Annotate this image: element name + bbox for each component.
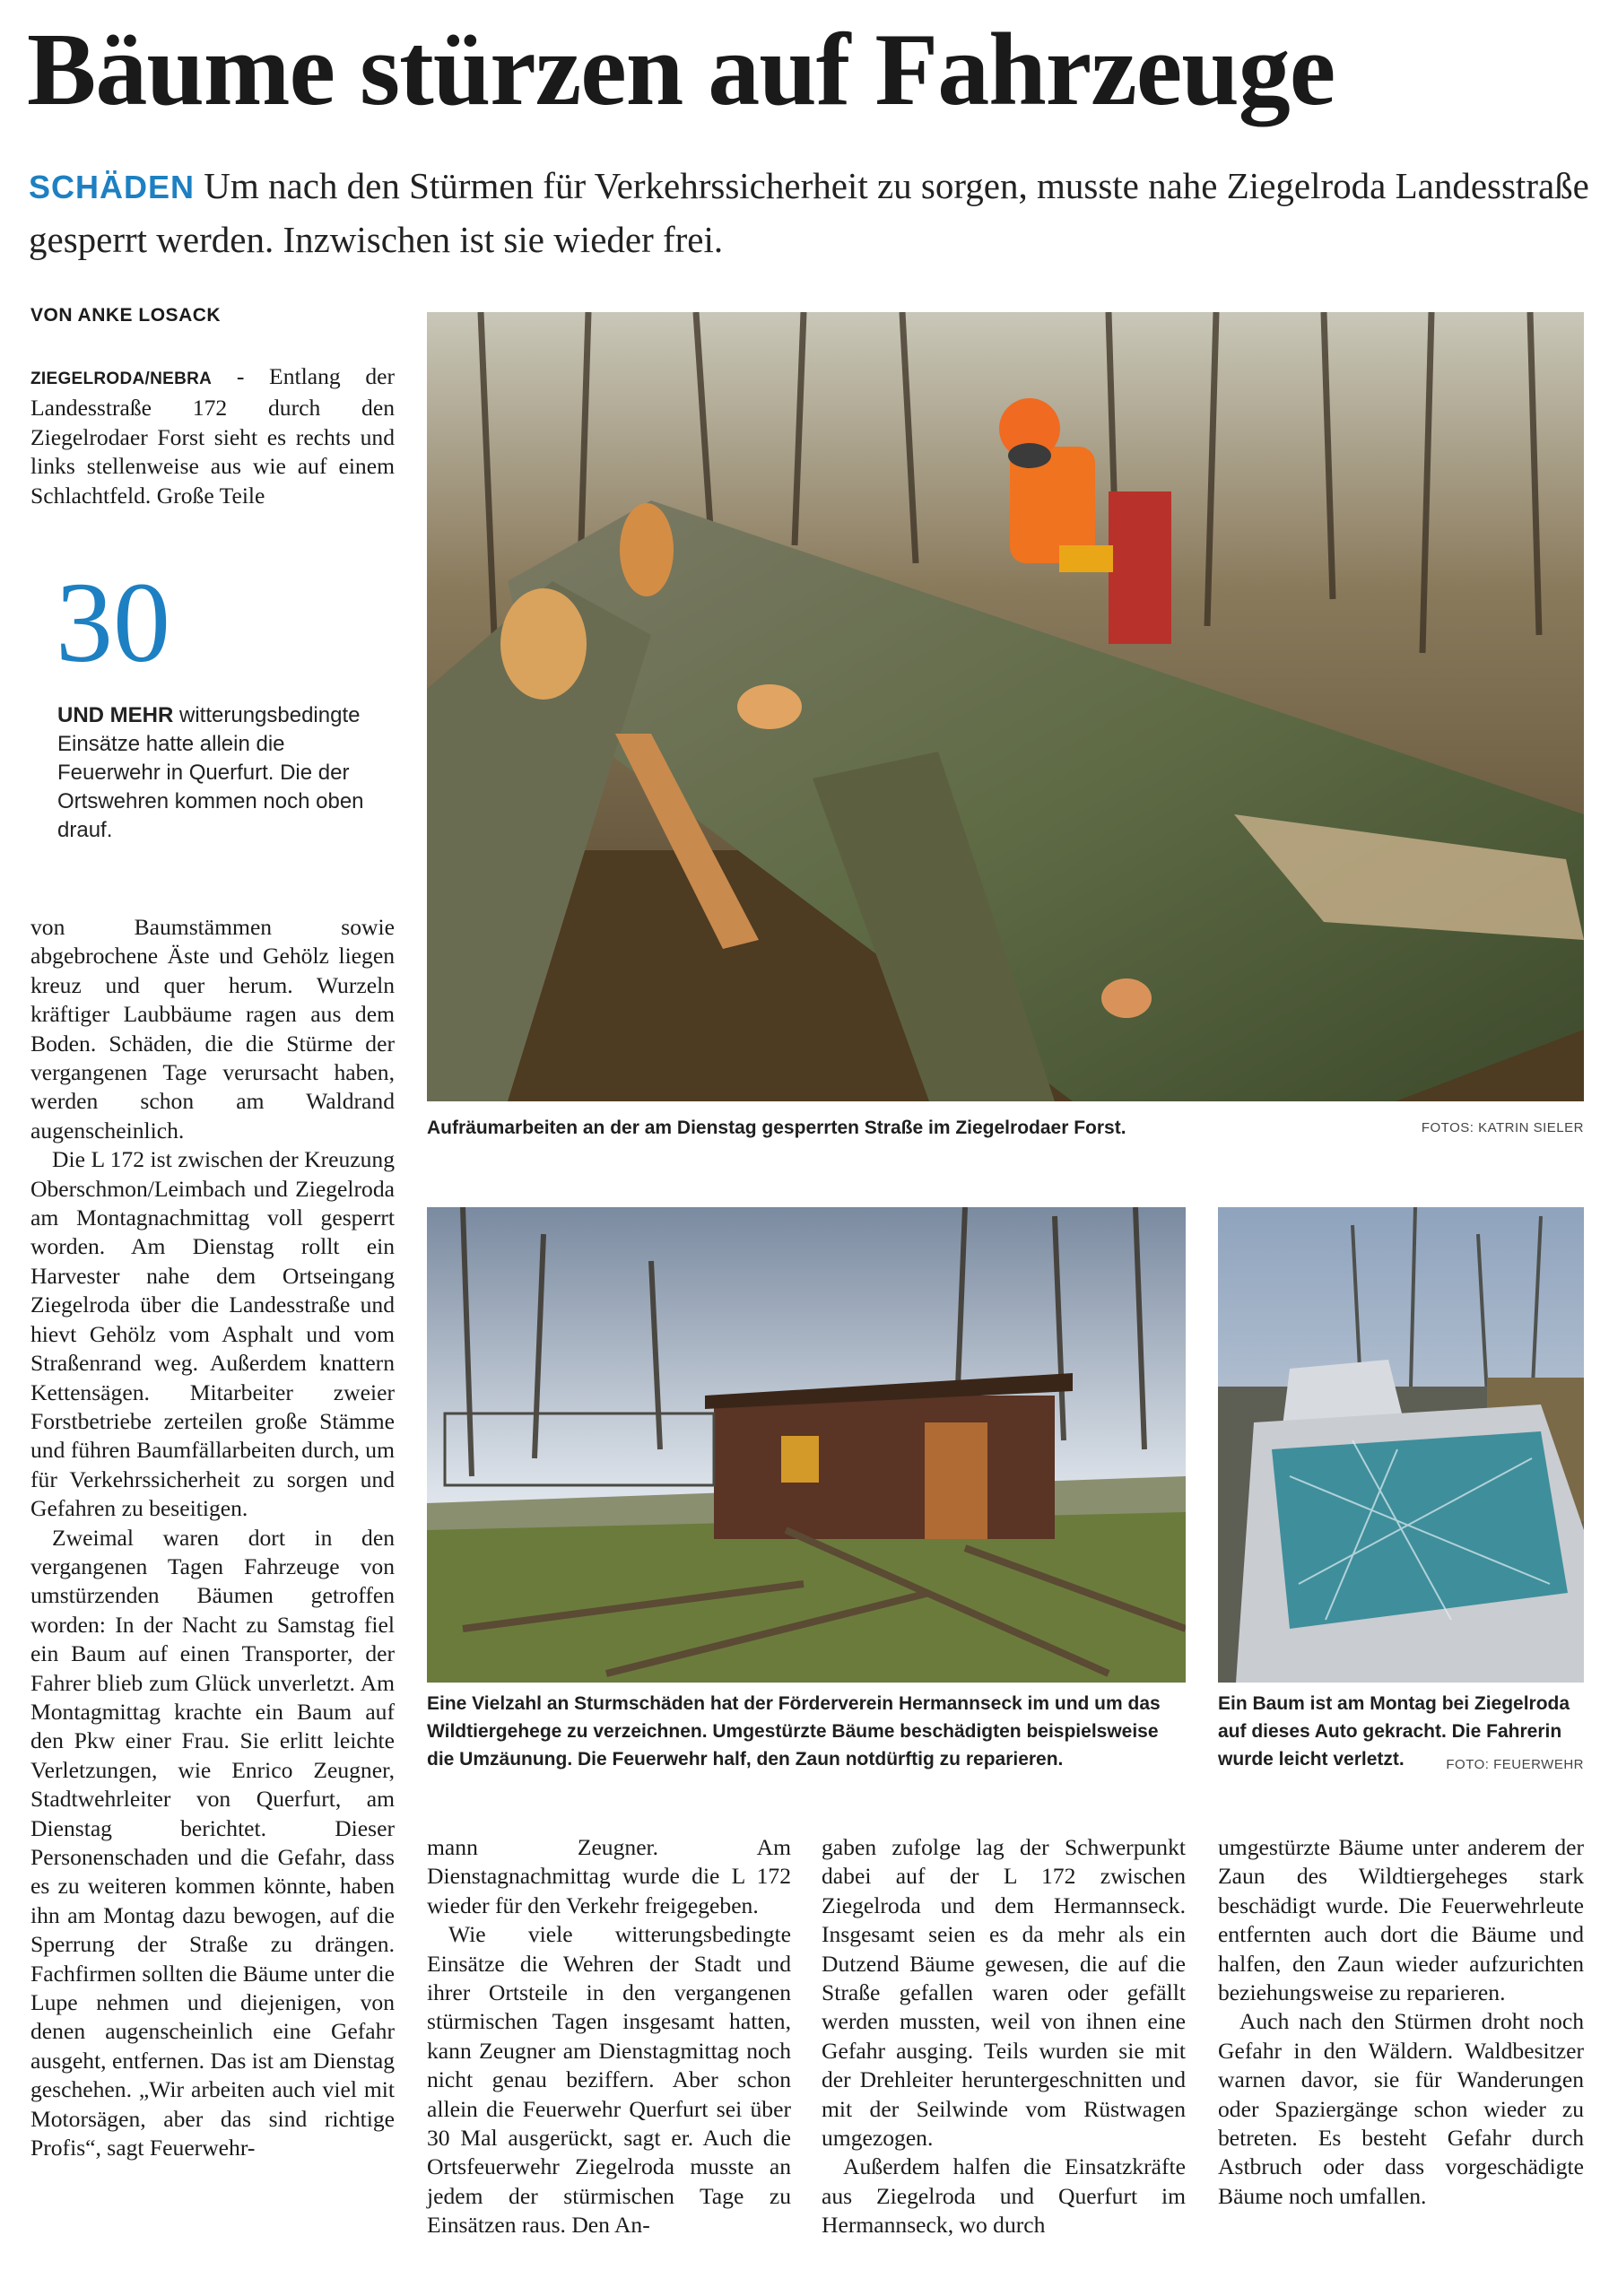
standfirst-text: Um nach den Stürmen für Verkehrssicherheit zu sorgen, musste nahe Ziegelroda Landesstraße gesperrt werden. Inzwischen ist sie wieder frei.: [29, 165, 1589, 260]
car-photo-caption: [1218, 1690, 1584, 1779]
article-column-4: [1218, 1833, 1584, 2211]
article-column-2: [427, 1833, 791, 2240]
factbox-number: 30: [56, 559, 170, 686]
paragraph: Außerdem halfen die Einsatzkräfte aus Ziegelroda und Querfurt im Hermannseck, wo durch: [822, 2153, 1186, 2239]
main-photo-credit: FOTOS: KATRIN SIELER: [1421, 1120, 1584, 1135]
paragraph: gaben zufolge lag der Schwerpunkt dabei auf der L 172 zwischen Ziegelroda und dem Hermannseck. Insgesamt seien es da mehr als ein Dutzend Bäume gewesen, die auf die Straße gefallen waren oder gefällt werden mussten, weil von ihnen eine Gefahr ausging. Teils wurden sie mit der Drehleiter heruntergeschnitten und mit der Seilwinde vom Rüstwagen umgezogen.: [822, 1834, 1186, 2152]
paragraph: Wie viele witterungsbedingte Einsätze die Wehren der Stadt und ihrer Ortsteile in den vergangenen stürmischen Tagen insgesamt hatten, kann Zeugner am Dienstagmittag noch nicht genau beziffern. Aber schon allein die Feuerwehr Querfurt sei über 30 Mal ausgerückt, sagt er. Auch die Ortsfeuerwehr Ziegelroda musste an jedem der stürmischen Tage zu Einsätzen raus. Den An-: [427, 1921, 791, 2239]
headline: Bäume stürzen auf Fahrzeuge: [27, 13, 1335, 127]
factbox-text: [57, 701, 380, 845]
dateline: ZIEGELRODA/NEBRA: [30, 370, 213, 388]
article-column-1: [30, 913, 395, 2162]
kicker: SCHÄDEN: [29, 169, 196, 205]
main-photo-caption: Aufräumarbeiten an der am Dienstag gesperrten Straße im Ziegelrodaer Forst.: [427, 1118, 1126, 1138]
paragraph: von Baumstämmen sowie abgebrochene Äste und Gehölz liegen kreuz und quer herum. Wurzeln kräftiger Laubbäume ragen aus dem Boden. Schäden, die die Stürme der vergangenen Tage verursacht haben, werden schon am Waldrand augenscheinlich.: [30, 914, 395, 1144]
photo-damaged-car: [1218, 1207, 1584, 1683]
byline: VON ANKE LOSACK: [30, 305, 222, 326]
standfirst: [29, 160, 1589, 265]
lead-paragraph: - Entlang der Landesstraße 172 durch den Ziegelrodaer Forst sieht es rechts und links stellenweise aus wie auf einem Schlachtfeld. Große Teile: [30, 363, 396, 509]
factbox-lead: UND MEHR: [57, 703, 174, 727]
paragraph: mann Zeugner. Am Dienstagnachmittag wurde die L 172 wieder für den Verkehr freigegeben.: [427, 1834, 791, 1918]
factbox-body: witterungsbedingte Einsätze hatte allein die Feuerwehr in Querfurt. Die der Ortswehren kommen noch oben drauf.: [57, 703, 364, 842]
paragraph: umgestürzte Bäume unter anderem der Zaun des Wildtiergeheges stark beschädigt wurde. Die Feuerwehrleute entfernten auch dort die Bäume und halfen, den Zaun wieder aufzurichten beziehungsweise zu reparieren.: [1218, 1834, 1584, 2006]
paragraph: Auch nach den Stürmen droht noch Gefahr in den Wäldern. Waldbesitzer warnen davor, sie für Wanderungen oder Spaziergänge schon wieder zu betreten. Es besteht Gefahr durch Astbruch oder dass vorgeschädigte Bäume noch umfallen.: [1218, 2008, 1584, 2209]
hut-photo-caption: Eine Vielzahl an Sturmschäden hat der Förderverein Hermannseck im und um das Wildtiergehege zu verzeichnen. Umgestürzte Bäume beschädigten beispielsweise die Umzäunung. Die Feuerwehr half, den Zaun notdürftig zu reparieren.: [427, 1693, 1161, 1770]
main-photo-forest-cleanup: [427, 312, 1584, 1101]
article-column-1-top: [30, 362, 395, 510]
car-photo-credit: FOTO: FEUERWEHR: [1446, 1757, 1584, 1772]
paragraph: Die L 172 ist zwischen der Kreuzung Oberschmon/Leimbach und Ziegelroda am Montagnachmittag voll gesperrt worden. Am Dienstag rollt ein Harvester nahe dem Ortseingang Ziegelroda über die Landesstraße und hievt Gehölz vom Asphalt und vom Straßenrand weg. Außerdem knattern Kettensägen. Mitarbeiter zweier Forstbetriebe zerteilen große Stämme und führen Baumfällarbeiten durch, um für Verkehrssicherheit zu sorgen und Gefahren zu beseitigen.: [30, 1146, 395, 1522]
car-photo-caption-text: Ein Baum ist am Montag bei Ziegelroda auf dieses Auto gekracht. Die Fahrerin wurde leicht verletzt.: [1218, 1693, 1570, 1770]
article-column-3: [822, 1833, 1186, 2240]
paragraph: Zweimal waren dort in den vergangenen Tagen Fahrzeuge von umstürzenden Bäumen getroffen worden: In der Nacht zu Samstag fiel ein Baum auf einen Transporter, der Fahrer blieb zum Glück unverletzt. Am Montagmittag krachte ein Baum auf den Pkw einer Frau. Sie erlitt leichte Verletzungen, wie Enrico Zeugner, Stadtwehrleiter von Querfurt, am Dienstag berichtet. Dieser Personenschaden und die Gefahr, dass es zu weiteren kommen könnte, haben ihn am Montag dazu bewogen, auf die Sperrung der Straße zu drängen. Fachfirmen sollten die Bäume unter die Lupe nehmen und diejenigen, von denen augenscheinlich eine Gefahr ausgeht, entfernen. Das ist am Dienstag geschehen. „Wir arbeiten auch viel mit Motorsägen, aber das sind richtige Profis“, sagt Feuerwehr-: [30, 1524, 395, 2161]
photo-wildlife-enclosure-hut: [427, 1207, 1186, 1683]
